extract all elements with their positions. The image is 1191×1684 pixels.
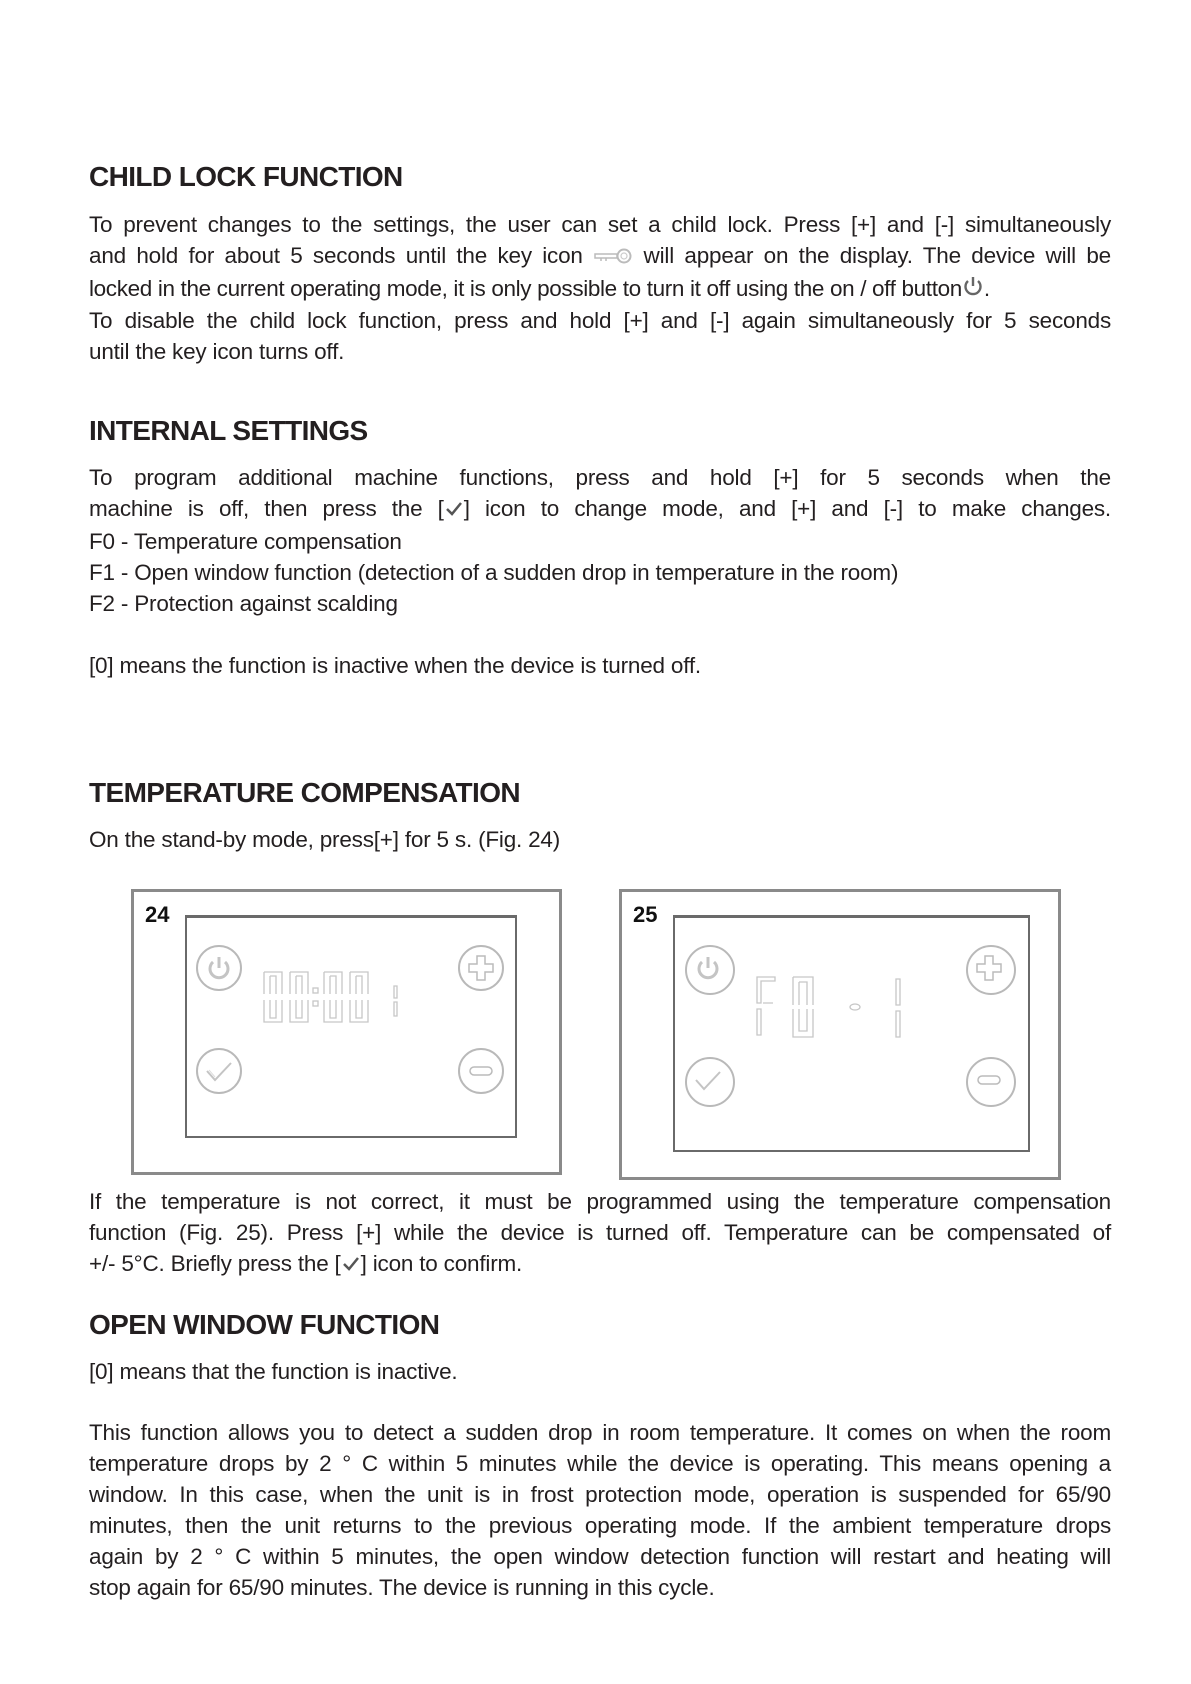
control-panel [673, 915, 1030, 1152]
text-line: window. In this case, when the unit is in frost protection mode, operation is suspended for 65/90 [89, 1482, 1111, 1507]
figure-25 [619, 889, 1061, 1180]
text-line: until the key icon turns off. [89, 339, 345, 365]
check-button [685, 1057, 735, 1107]
text-line: stop again for 65/90 minutes. The device is running in this cycle. [89, 1575, 715, 1600]
text-line: temperature drops by 2 ° C within 5 minutes while the device is operating. This means opening a [89, 1451, 1111, 1476]
lcd-display [262, 968, 442, 1033]
plus-button [458, 945, 504, 991]
text-line: function (Fig. 25). Press [+] while the device is turned off. Temperature can be compensated of [89, 1220, 1111, 1245]
text-fragment: . [983, 275, 990, 301]
child-lock-text [89, 209, 1111, 367]
text-fragment: ] icon to change mode, and [+] and [-] to make changes. [463, 496, 1111, 521]
figure-number: 25 [633, 902, 658, 927]
text-line [89, 273, 1111, 306]
heading-open-window: OPEN WINDOW FUNCTION [89, 1309, 440, 1340]
text-fragment: ] icon to confirm. [360, 1251, 523, 1276]
check-button [196, 1048, 242, 1094]
list-item: F0 - Temperature compensation [89, 528, 402, 554]
note-text: [0] means the function is inactive when the device is turned off. [89, 652, 701, 678]
control-panel [185, 915, 517, 1138]
key-icon [593, 242, 633, 273]
internal-settings-text [89, 462, 1111, 681]
text-line [89, 240, 1111, 273]
text-line: To program additional machine functions, press and hold [+] for 5 seconds when the [89, 465, 1111, 490]
text-line: If the temperature is not correct, it must be programmed using the temperature compensation [89, 1189, 1111, 1214]
text-fragment: and hold for about 5 seconds until the key icon [89, 243, 583, 268]
power-button [685, 945, 735, 995]
heading-child-lock: CHILD LOCK FUNCTION [89, 161, 403, 192]
check-icon [444, 495, 464, 526]
text-line [89, 1248, 1111, 1281]
power-button [196, 945, 242, 991]
text-line: This function allows you to detect a sudden drop in room temperature. It comes on when the room [89, 1420, 1111, 1445]
open-window-note: [0] means that the function is inactive. [89, 1359, 458, 1384]
text-line [89, 493, 1111, 526]
text-line: To prevent changes to the settings, the user can set a child lock. Press [+] and [-] simultaneously [89, 212, 1111, 237]
heading-temperature-compensation: TEMPERATURE COMPENSATION [89, 777, 521, 808]
text-fragment: +/- 5°C. Briefly press the [ [89, 1251, 341, 1276]
minus-button [458, 1048, 504, 1094]
list-item: F1 - Open window function (detection of a sudden drop in temperature in the room) [89, 559, 899, 585]
check-icon [341, 1250, 361, 1281]
text-line: minutes, then the unit returns to the previous operating mode. If the ambient temperature drops [89, 1513, 1111, 1538]
figure-number: 24 [145, 902, 170, 927]
list-item: F2 - Protection against scalding [89, 590, 398, 616]
power-icon [962, 274, 984, 305]
minus-button [966, 1057, 1016, 1107]
text-fragment: locked in the current operating mode, it is only possible to turn it off using the on / off button [89, 275, 962, 301]
lcd-display [753, 973, 923, 1048]
open-window-text [89, 1417, 1111, 1603]
text-line: again by 2 ° C within 5 minutes, the open window detection function will restart and heating will [89, 1544, 1111, 1569]
temp-compensation-text [89, 1186, 1111, 1281]
plus-button [966, 945, 1016, 995]
text-line: To disable the child lock function, press and hold [+] and [-] again simultaneously for 5 seconds [89, 308, 1111, 334]
temp-intro: On the stand-by mode, press[+] for 5 s. (Fig. 24) [89, 827, 561, 852]
figure-24 [131, 889, 562, 1175]
text-fragment: machine is off, then press the [ [89, 496, 444, 521]
heading-internal-settings: INTERNAL SETTINGS [89, 415, 368, 446]
text-fragment: will appear on the display. The device will be [643, 243, 1111, 268]
